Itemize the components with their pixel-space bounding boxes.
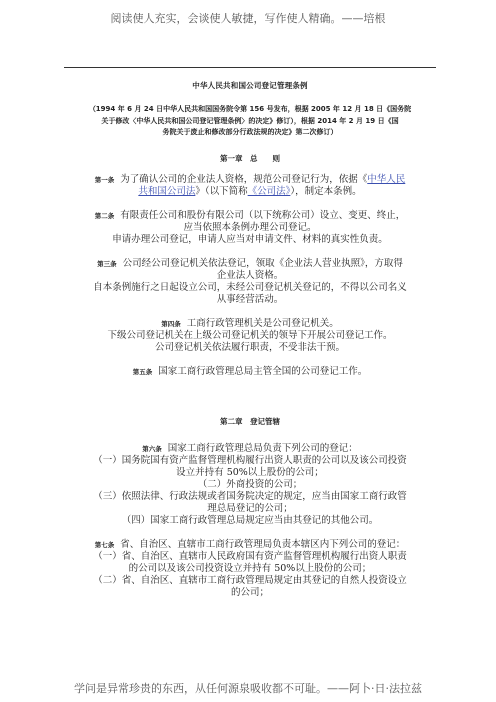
article-7-line: 的公司；	[230, 586, 269, 598]
article-1-text: ），制定本条例。	[290, 185, 362, 197]
article-3-text: 公司经公司登记机关依法登记，领取《企业法人营业执照》，方取得	[122, 257, 403, 269]
footer-quote: 学问是异常珍贵的东西，从任何源泉吸收都不可耻。——阿卜·日·法拉兹	[74, 682, 422, 695]
article-6	[64, 443, 436, 527]
article-4	[64, 318, 436, 354]
article-2-line	[64, 210, 436, 222]
subtitle-line: 务院关于废止和修改部分行政法规的决定》第二次修订）	[162, 128, 338, 136]
article-2-line: 应当依照本条例办理公司登记。	[183, 221, 317, 233]
article-4-text: 工商行政管理机关是公司登记机关。	[186, 317, 339, 329]
document-subtitle	[64, 104, 436, 139]
article-3-line: 企业法人资格。	[216, 269, 284, 281]
article-6-line: 设立并持有 50%以上股份的公司；	[176, 466, 324, 478]
article-3-label: 第三条	[97, 259, 117, 268]
article-4-label: 第四条	[161, 319, 181, 328]
article-2	[64, 210, 436, 246]
article-6-line: （四）国家工商行政管理总局规定应当由其登记的其他公司。	[121, 514, 379, 526]
chapter-2-heading: 第二章 登记管辖	[220, 416, 280, 426]
article-6-line: （三）依照法律、行政法规或者国务院决定的规定，应当由国家工商行政管	[93, 490, 407, 502]
article-7-label: 第七条	[94, 540, 115, 549]
chapter-1-heading: 第一章 总 则	[220, 153, 280, 163]
article-1	[64, 174, 436, 198]
article-7-line	[64, 539, 436, 551]
article-2-line: 申请办理公司登记，申请人应当对申请文件、材料的真实性负责。	[112, 233, 388, 245]
article-7-line: （一）省、自治区、直辖市人民政府国有资产监督管理机构履行出资人职责	[93, 550, 407, 562]
article-1-label: 第一条	[94, 175, 115, 184]
company-law-short-link[interactable]: 《公司法》	[247, 185, 291, 197]
article-4-line: 公司登记机关依法履行职责，不受非法干预。	[154, 341, 345, 353]
document-title: 中华人民共和国公司登记管理条例	[192, 81, 308, 90]
article-5-line	[64, 366, 436, 378]
article-1-text: 》（以下简称	[195, 185, 248, 197]
article-2-text: 有限责任公司和股份有限公司（以下统称公司）设立、变更、终止，	[120, 209, 406, 221]
article-3-line: 从事经营活动。	[216, 293, 284, 305]
article-3	[64, 258, 436, 306]
company-law-link-cont[interactable]: 共和国公司法	[138, 185, 196, 197]
article-7-line: （二）省、自治区、直辖市工商行政管理局规定由其登记的自然人投资设立	[93, 574, 407, 586]
subtitle-line: 关于修改〈中华人民共和国公司登记管理条例〉的决定》修订），根据 2014 年 2 月 19 日《国	[101, 116, 399, 125]
article-4-line	[64, 318, 436, 330]
article-6-line: （二）外商投资的公司；	[197, 478, 303, 490]
article-5-text: 国家工商行政管理总局主管全国的公司登记工作。	[158, 365, 368, 377]
company-law-link[interactable]: 中华人民	[367, 173, 406, 185]
article-6-line: 理总局登记的公司；	[207, 502, 293, 514]
article-2-label: 第二条	[94, 211, 115, 220]
article-1-text: 为了确认公司的企业法人资格，规范公司登记行为，依据《	[120, 173, 368, 185]
article-6-line	[64, 443, 436, 455]
article-6-text: 国家工商行政管理总局负责下列公司的登记：	[167, 442, 358, 454]
article-5-label: 第五条	[132, 367, 153, 376]
article-3-line: 自本条例施行之日起设立公司，未经公司登记机关登记的，不得以公司名义	[93, 281, 407, 293]
subtitle-line: （1994 年 6 月 24 日中华人民共和国国务院令第 156 号发布，根据 2005 年 12 月 18 日《国务院	[88, 105, 412, 113]
article-7-line: 的公司以及该公司投资设立并持有 50%以上股份的公司；	[128, 562, 372, 574]
article-7-text: 省、自治区、直辖市工商行政管理局负责本辖区内下列公司的登记：	[120, 538, 406, 550]
document-body	[64, 72, 436, 599]
article-3-line	[64, 258, 436, 270]
article-1-line	[64, 174, 436, 186]
article-6-line: （一）国务院国有资产监督管理机构履行出资人职责的公司以及该公司投资	[93, 454, 407, 466]
header-divider	[64, 67, 436, 68]
article-5	[64, 366, 436, 378]
header-quote: 阅读使人充实，会谈使人敏捷，写作使人精确。——培根	[110, 12, 386, 25]
article-1-line	[64, 186, 436, 198]
article-6-label: 第六条	[142, 444, 162, 453]
article-4-line: 下级公司登记机关在上级公司登记机关的领导下开展公司登记工作。	[107, 329, 393, 341]
article-7	[64, 539, 436, 599]
